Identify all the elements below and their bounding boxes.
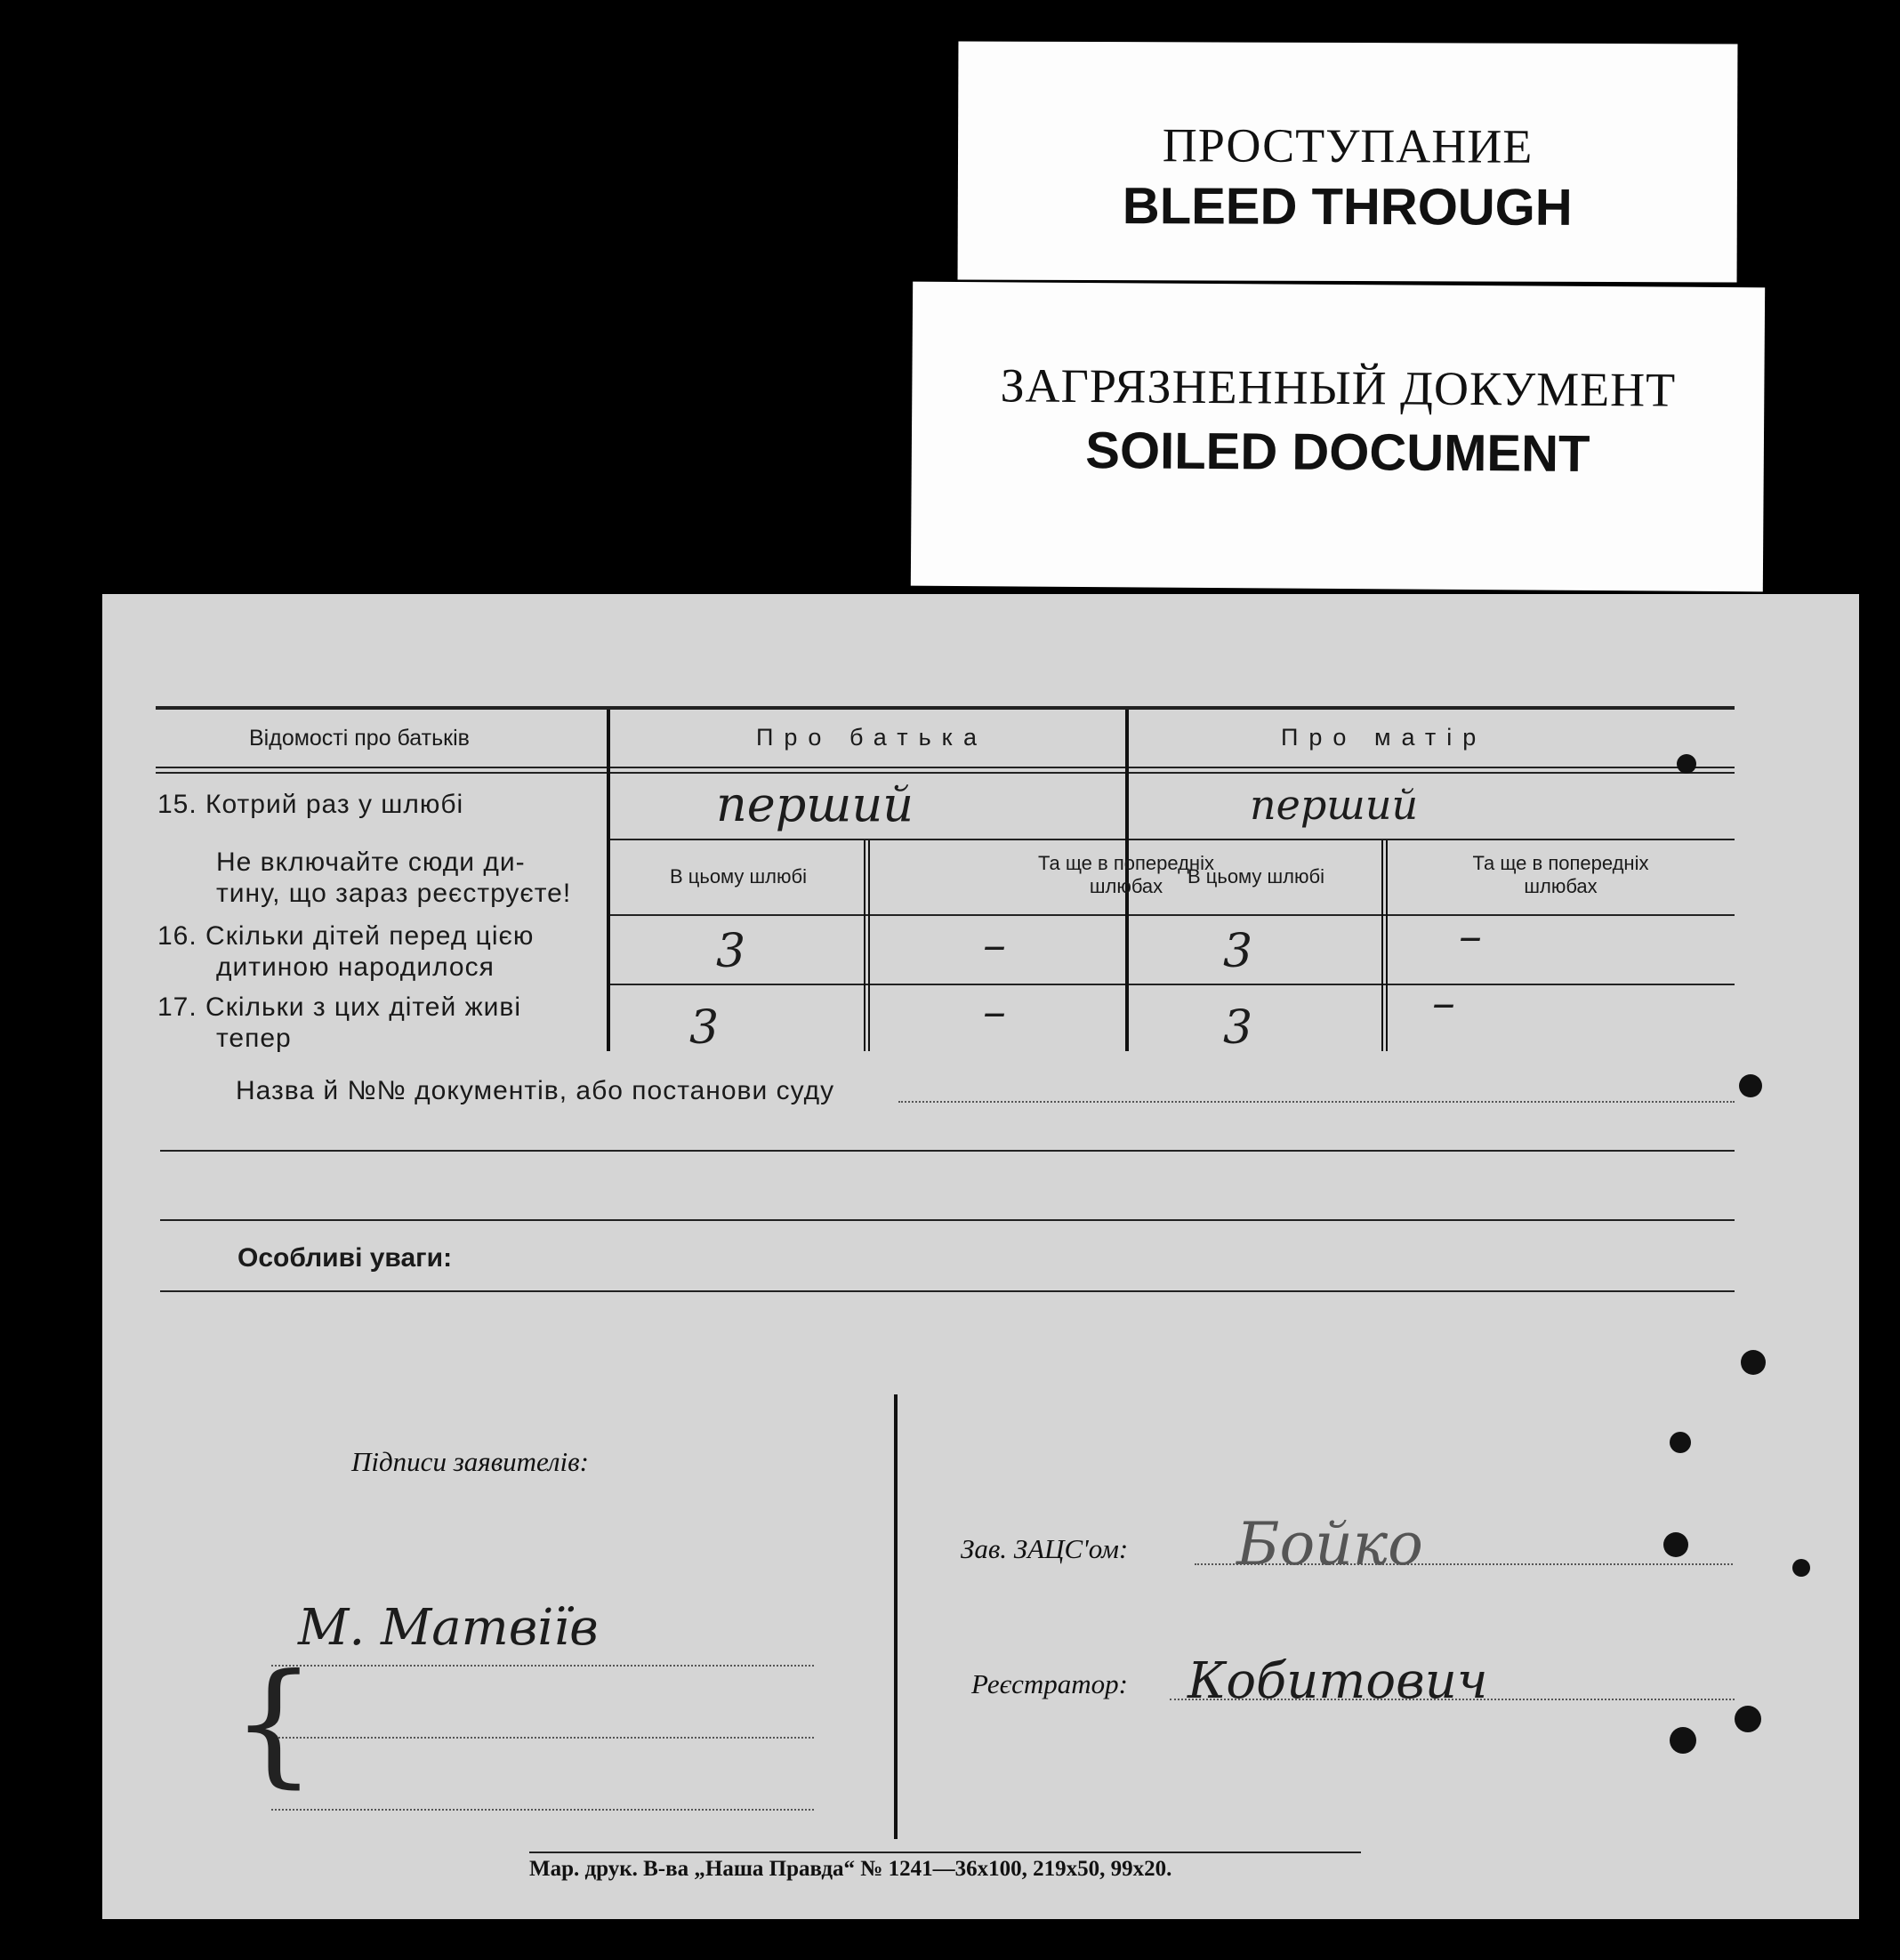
row17-father-prev: – xyxy=(983,985,1006,1039)
registration-form-page xyxy=(102,594,1859,1919)
documents-label: Назва й №№ документів, або постанови суду xyxy=(236,1076,835,1105)
row16-father-prev: – xyxy=(983,919,1006,972)
applicant-line-1 xyxy=(271,1665,814,1667)
head-signature: Бойко xyxy=(1236,1510,1423,1578)
row16-father-this: 3 xyxy=(716,925,746,978)
soiled-document-label-en: SOILED DOCUMENT xyxy=(1085,422,1590,483)
applicant-line-2 xyxy=(271,1737,814,1739)
documents-line-2 xyxy=(160,1150,1735,1152)
remarks-label: Особливі уваги: xyxy=(238,1243,453,1273)
punch-hole xyxy=(1663,1532,1688,1557)
row17-father-this: 3 xyxy=(689,1001,720,1055)
documents-dotted-line xyxy=(898,1101,1735,1103)
signatures-divider xyxy=(894,1394,898,1839)
header-parents-info: Відомості про батьків xyxy=(249,726,470,751)
father-previous-line-2: шлюбах xyxy=(1089,875,1163,897)
row15-rule xyxy=(609,839,1735,840)
row16-mother-prev: – xyxy=(1459,910,1482,963)
bleed-through-label-en: BLEED THROUGH xyxy=(1122,177,1573,237)
footer-rule xyxy=(529,1852,1361,1853)
documents-line-3 xyxy=(160,1219,1735,1221)
header-about-father: Про батька xyxy=(756,724,988,751)
bleed-through-label xyxy=(958,41,1738,282)
row17-label-line-2: тепер xyxy=(216,1024,292,1053)
printer-footer: Мар. друк. В-ва „Наша Правда“ № 1241—36х100, 219х50, 99х20. xyxy=(529,1857,1172,1881)
column-divider-mother-sub xyxy=(1381,840,1383,1051)
applicants-title: Підписи заявителів: xyxy=(351,1446,589,1477)
mother-in-this-marriage: В цьому шлюбі xyxy=(1187,865,1325,888)
row15-mother-value: перший xyxy=(1250,781,1419,829)
father-previous-line-1: Та ще в попередніх xyxy=(1038,852,1214,874)
row16-rule xyxy=(609,984,1735,985)
table-top-rule xyxy=(156,706,1735,710)
registrar-label: Реєстратор: xyxy=(971,1668,1128,1699)
soiled-document-label xyxy=(911,282,1765,592)
punch-hole xyxy=(1792,1559,1810,1577)
punch-hole xyxy=(1677,754,1696,774)
column-divider-father-sub-double xyxy=(868,840,870,1051)
header-rule-double xyxy=(156,772,1735,774)
row15-label: 15. Котрий раз у шлюбі xyxy=(157,790,464,819)
header-rule xyxy=(156,767,1735,768)
row17-mother-prev: – xyxy=(1432,976,1455,1030)
applicants-brace: { xyxy=(231,1646,317,1801)
note-line-1: Не включайте сюди ди- xyxy=(216,847,526,877)
father-in-this-marriage: В цьому шлюбі xyxy=(669,865,808,888)
punch-hole xyxy=(1741,1350,1766,1375)
row16-mother-this: 3 xyxy=(1223,925,1253,978)
soiled-document-label-ru: ЗАГРЯЗНЕННЫЙ ДОКУМЕНТ xyxy=(1000,358,1677,417)
subheader-rule xyxy=(609,914,1735,916)
mother-previous-line-1: Та ще в попередніх xyxy=(1472,852,1649,874)
registrar-signature-line xyxy=(1170,1699,1735,1700)
column-divider-mother-sub-double xyxy=(1386,840,1388,1051)
head-signature-line xyxy=(1195,1563,1733,1565)
row16-label-line-1: 16. Скільки дітей перед цією xyxy=(157,921,535,951)
punch-hole xyxy=(1670,1432,1691,1453)
row17-mother-this: 3 xyxy=(1223,1001,1253,1055)
row17-label-line-1: 17. Скільки з цих дітей живі xyxy=(157,992,521,1022)
bleed-through-label-ru: ПРОСТУПАНИЕ xyxy=(1162,118,1534,173)
applicant-line-3 xyxy=(271,1809,814,1811)
note-line-2: тину, що зараз реєструєте! xyxy=(216,879,572,908)
applicant-signature: М. Матвіїв xyxy=(298,1599,599,1657)
punch-hole xyxy=(1735,1706,1761,1732)
row16-label-line-2: дитиною народилося xyxy=(216,952,495,982)
punch-hole xyxy=(1670,1727,1696,1754)
header-about-mother: Про матір xyxy=(1281,724,1487,751)
punch-hole xyxy=(1739,1074,1762,1097)
head-label: Зав. ЗАЦС'ом: xyxy=(961,1533,1129,1564)
row15-father-value: перший xyxy=(716,776,914,832)
mother-previous-line-2: шлюбах xyxy=(1524,875,1598,897)
column-divider-father-sub xyxy=(864,840,865,1051)
remarks-line xyxy=(160,1290,1735,1292)
column-divider-father xyxy=(607,710,610,1051)
mother-previous-marriages xyxy=(1389,852,1732,898)
registrar-signature: Кобитович xyxy=(1188,1652,1488,1710)
